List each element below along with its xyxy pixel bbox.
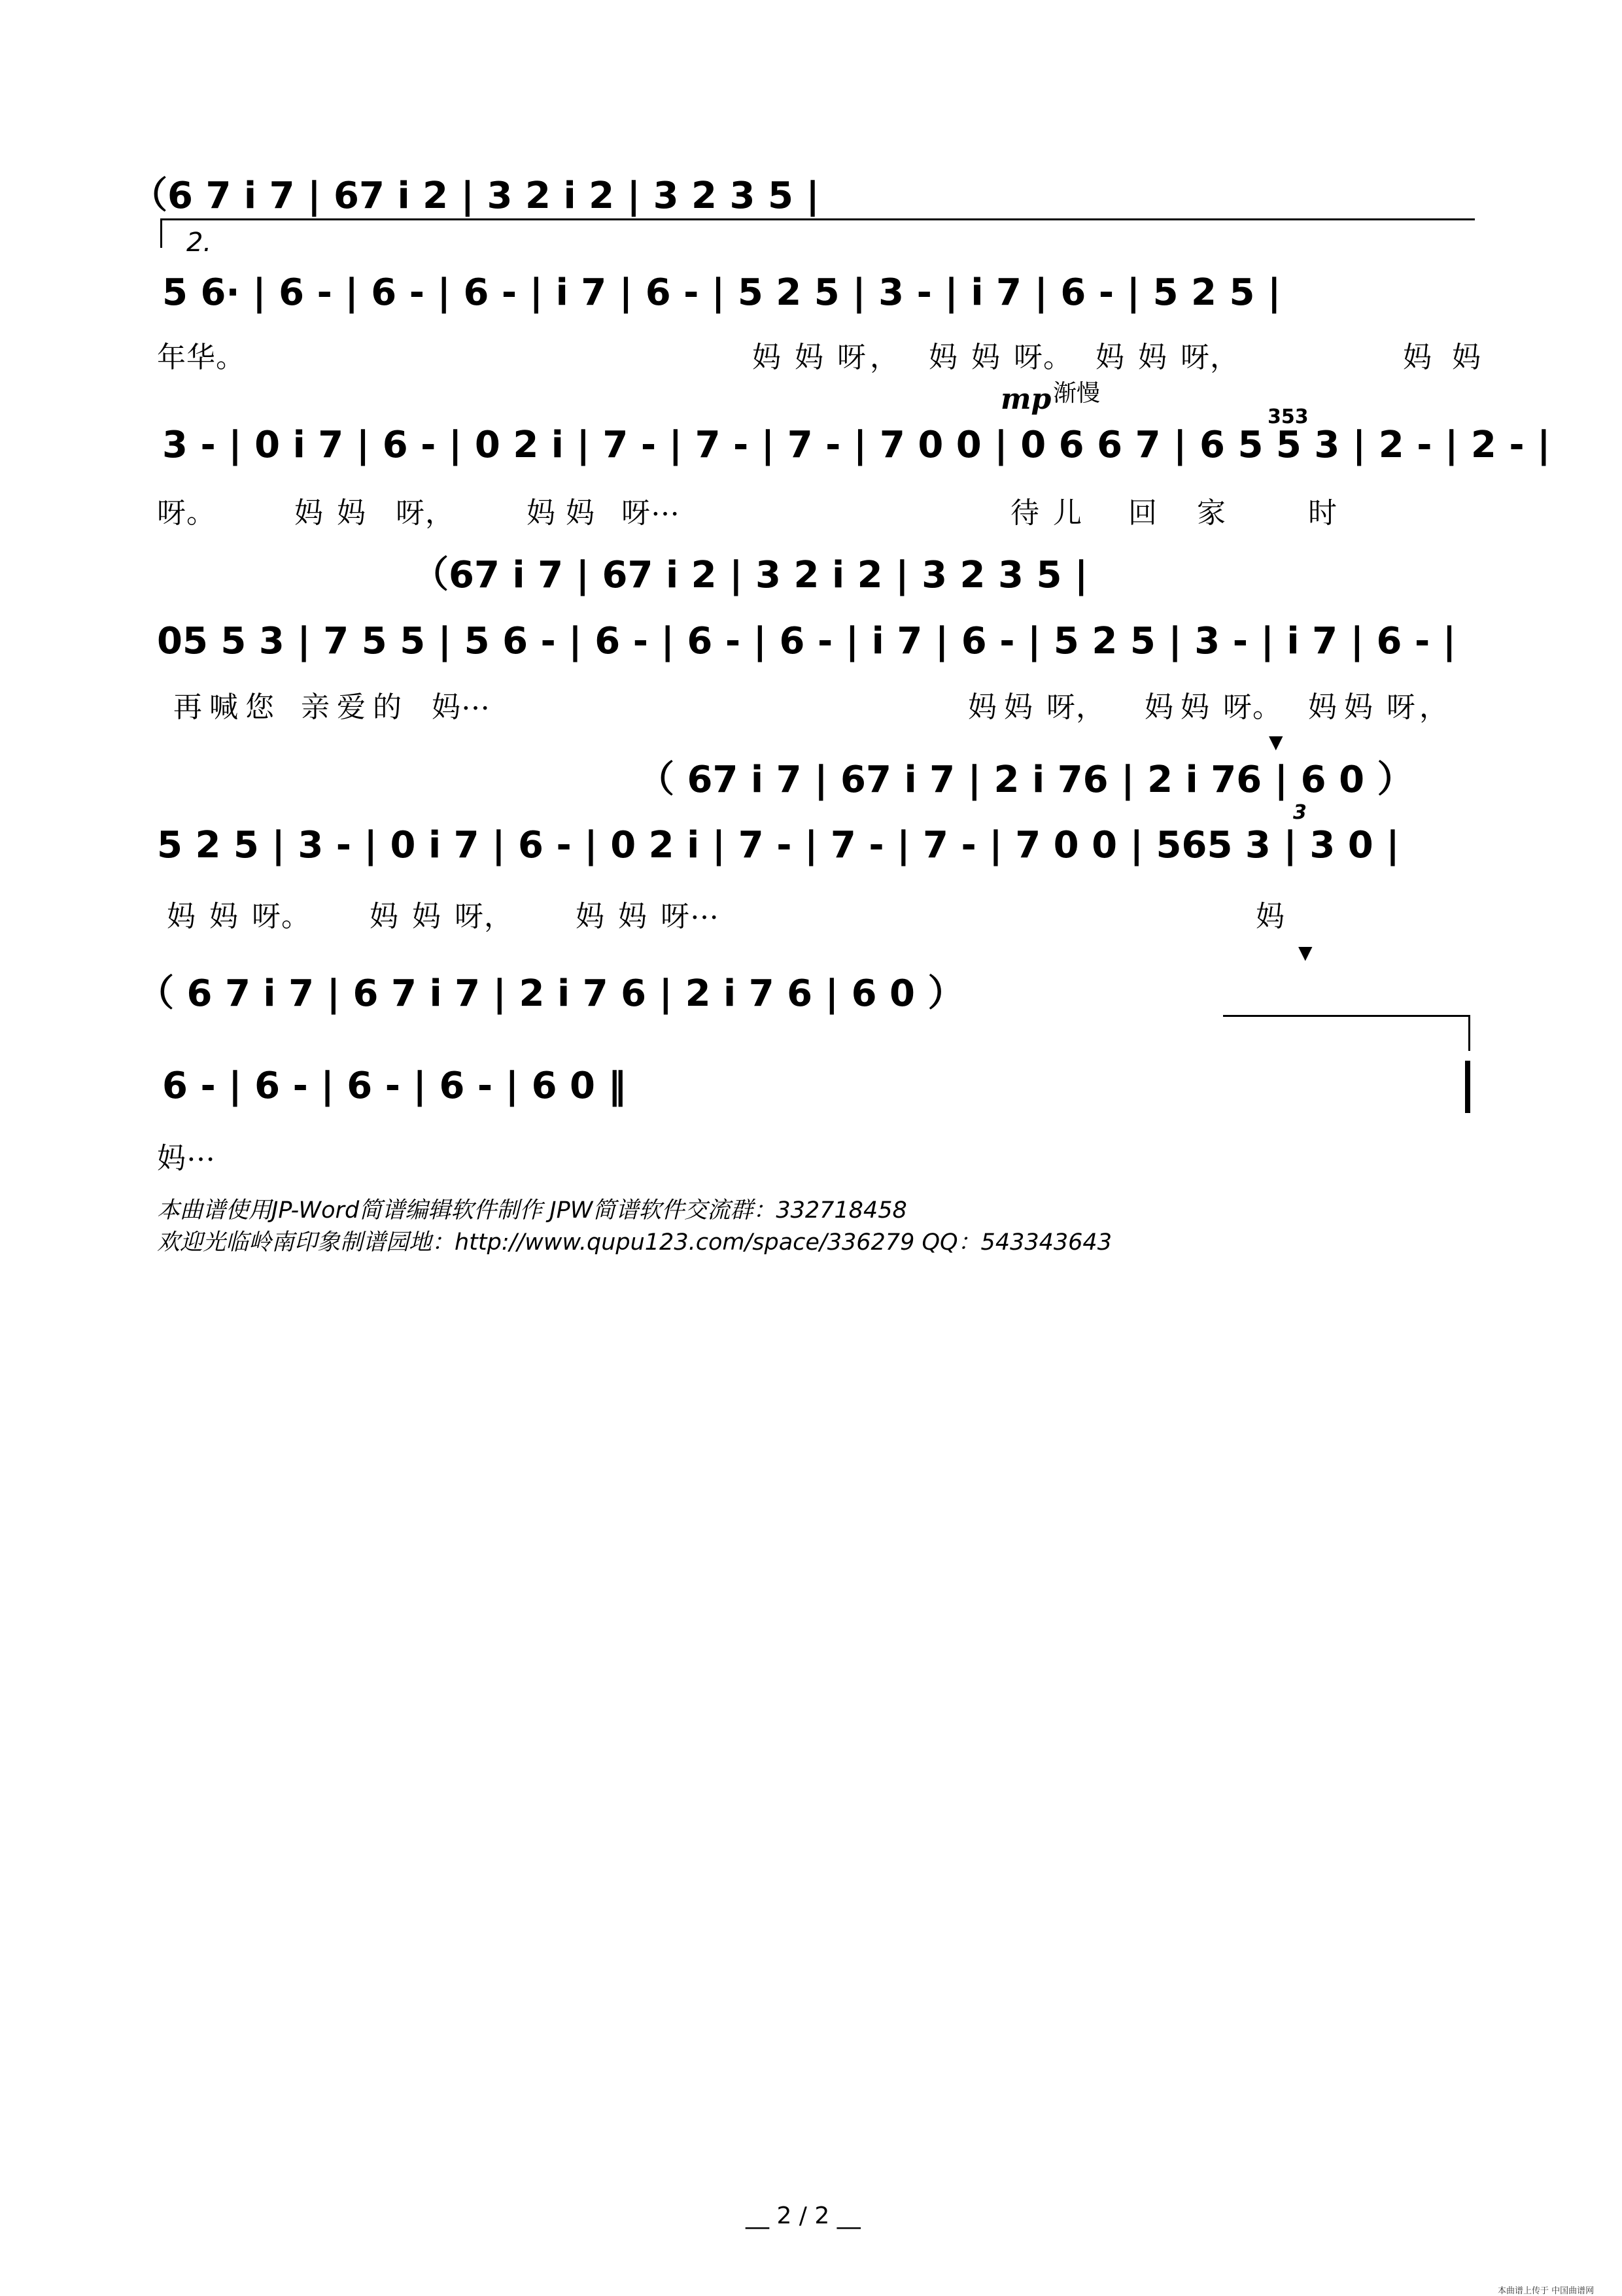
credits-line-1: 本曲谱使用JP-Word简谱编辑软件制作 JPW简谱软件交流群：332718458: [157, 1197, 907, 1224]
page-number: __ 2 / 2 __: [746, 2202, 861, 2229]
volta-hook: [160, 218, 162, 248]
system-5-notes: 5 2 5 | 3 - | 0 i 7 | 6 - | 0 2 i | 7 - | 7 - | 7 - | 7 0 0 | 565 3 | 3 0 |: [157, 824, 1400, 866]
dynamic-mp: mp: [1001, 383, 1052, 416]
interlude-6: （ 6 7 i 7 | 6 7 i 7 | 2 i 7 6 | 2 i 7 6 | 6 0 ）: [137, 972, 965, 1015]
tempo-marking: 渐慢: [1053, 380, 1101, 407]
end-bracket-line: [1223, 1015, 1470, 1017]
system-2-notes: 5 6· | 6 - | 6 - | 6 - | i 7 | 6 - | 5 2 5 | 3 - | i 7 | 6 - | 5 2 5 |: [162, 271, 1281, 314]
system-3-notes: 3 - | 0 i 7 | 6 - | 0 2 i | 7 - | 7 - | 7 - | 7 0 0 | 0 6 6 7 | 6 5 5 3 | 2 - | 2 - |: [162, 424, 1551, 466]
interlude-5: （ 67 i 7 | 67 i 7 | 2 i 76 | 2 i 76 | 6 0 ）: [638, 759, 1414, 801]
footer-source: 本曲谱上传于 中国曲谱网: [1498, 2286, 1595, 2296]
tuplet-number: 3: [1293, 801, 1307, 824]
accent-mark-2: ▼: [1298, 942, 1313, 963]
grace-notes: 353: [1268, 405, 1309, 428]
accent-mark-1: ▼: [1269, 731, 1283, 753]
score-page: （6 7 i 7 | 67 i 2 | 3 2 i 2 | 3 2 3 5 | 2. 5 6· | 6 - | 6 - | 6 - | i 7 | 6 - | 5 2 5 | 3 - | i 7 | 6 - | 5 2 5 | 年 华 。 妈 妈 呀 ， 妈 妈 呀 。 妈 妈 呀 ， 妈 妈 mp 渐慢 353 3 - | 0 i 7 | 6 - | 0 2 i | 7 - | 7 - | 7 - | 7 0 0 | 0 6 6 7 | 6 5 5 3 | 2 - | 2 - | 呀 。 妈 妈 呀 ， 妈 妈 呀 … 待 儿 回 家 时 （67 i 7 | 67 i 2 | 3 2 i 2 | 3 2 3 5 | 05 5 3 | 7 5 5 | 5 6 - | 6 - | 6 - | 6 - | i 7 | 6 - | 5 2 5 | 3 - | i 7 | 6 - | 再 喊 您 亲 爱 的 妈 … 妈 妈 呀 ， 妈 妈 呀 。 妈 妈 呀 ， （ 67 i 7 | 67 i 7 | 2 i 76 | 2 i 76 | 6 0 ） ▼ 3 5 2 5 | 3 - | 0 i 7 | 6 - | 0 2 i | 7 - | 7 - | 7 - | 7 0 0 | 565 3 | 3 0 | 妈 妈 呀 。 妈 妈 呀 ， 妈 妈 呀 … 妈 （ 6 7 i 7 | 6 7 i 7 | 2 i 7 6 | 2 i 7 6 | 6 0 ） ▼ 6 - | 6 - | 6 - | 6 - | 6 0 ‖ 妈 … 本曲谱使用JP-Word简谱编辑软件制作 JPW简谱软件交流群：332718458 欢迎光临岭南印象制谱园地：http://www.qupu123.com/space/336279 QQ：543343643 __ 2 / 2 __ 本曲谱上传于 中国曲谱网: [0, 0, 1622, 2294]
interlude-4: （67 i 7 | 67 i 2 | 3 2 i 2 | 3 2 3 5 |: [412, 554, 1088, 596]
interlude-1: （6 7 i 7 | 67 i 2 | 3 2 i 2 | 3 2 3 5 |: [131, 175, 820, 217]
system-4-notes: 05 5 3 | 7 5 5 | 5 6 - | 6 - | 6 - | 6 - | i 7 | 6 - | 5 2 5 | 3 - | i 7 | 6 - |: [157, 620, 1457, 662]
volta-label: 2.: [186, 228, 212, 258]
credits-line-2: 欢迎光临岭南印象制谱园地：http://www.qupu123.com/space/336279 QQ：543343643: [157, 1229, 1112, 1256]
end-bracket-hook: [1468, 1015, 1470, 1051]
final-barline-thick: [1465, 1061, 1470, 1113]
system-7-notes: 6 - | 6 - | 6 - | 6 - | 6 0 ‖: [162, 1065, 627, 1107]
volta-line: [160, 218, 1475, 220]
